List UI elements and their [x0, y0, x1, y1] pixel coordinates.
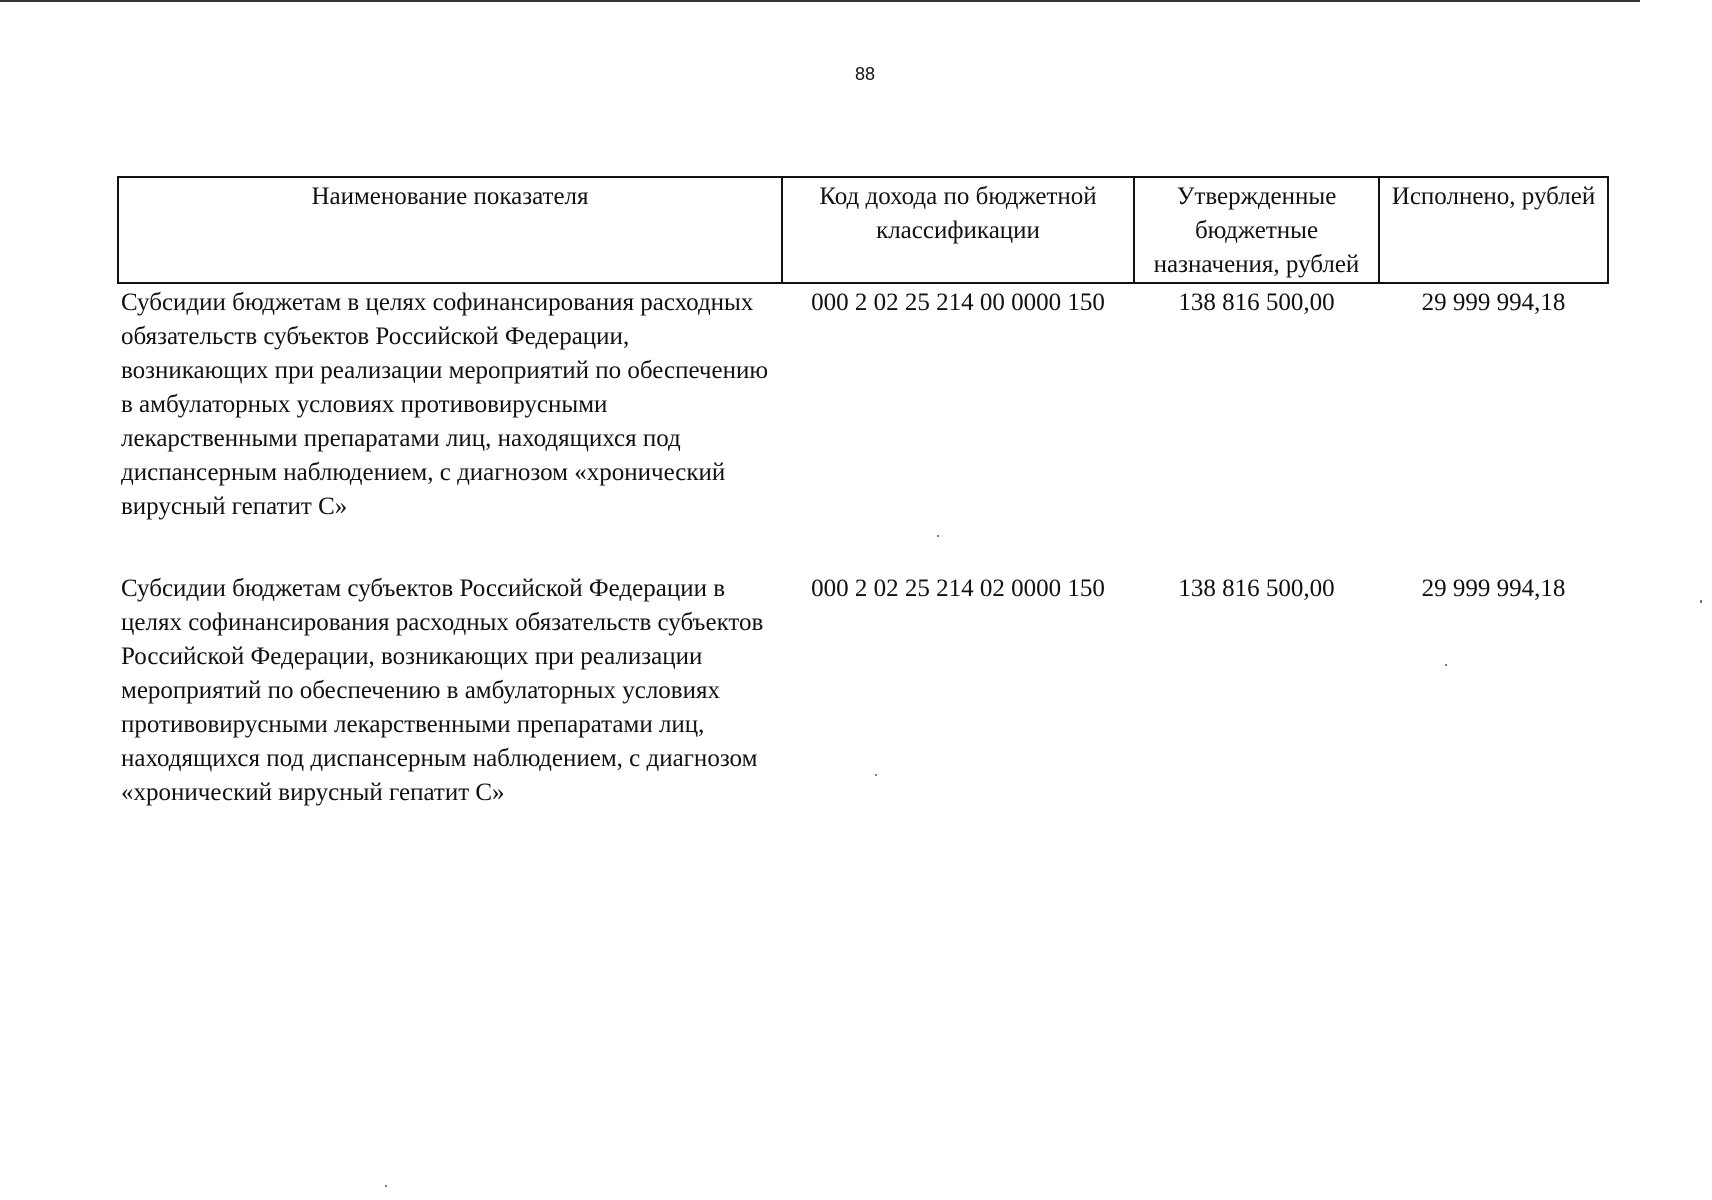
- table-row: [118, 283, 1608, 570]
- table-body: [118, 283, 1608, 810]
- scan-speck: [1445, 664, 1447, 666]
- income-code-cell: 000 2 02 25 214 02 0000 150: [811, 575, 1105, 602]
- executed-amount-cell: 29 999 994,18: [1421, 289, 1566, 316]
- approved-amount-cell: 138 816 500,00: [1178, 575, 1335, 602]
- indicator-name-cell: Субсидии бюджетам субъектов Российской Федерации в целях софинансирования расходных обязательств субъектов Российской Федерации, возникающих при реализации мероприятий по обеспечению в амбулаторных условиях противовирусными лекарственными препаратами лиц, находящихся под диспансерным наблюдением, с диагнозом «хронический вирусный гепатит С»: [121, 575, 764, 806]
- header-row: [118, 177, 1608, 283]
- approved-amount-cell: 138 816 500,00: [1178, 289, 1335, 316]
- header-indicator-name: Наименование показателя: [118, 177, 782, 283]
- executed-amount-cell: 29 999 994,18: [1421, 575, 1566, 602]
- header-income-code: Код дохода по бюджетной классификации: [782, 177, 1134, 283]
- budget-table: [117, 176, 1609, 810]
- header-approved-amount: Утвержденные бюджетные назначения, рублей: [1134, 177, 1379, 283]
- page-number: 88: [854, 64, 876, 84]
- income-code-cell: 000 2 02 25 214 00 0000 150: [811, 289, 1105, 316]
- scan-speck: [937, 535, 939, 537]
- table-header: [118, 177, 1608, 283]
- indicator-name-cell: Субсидии бюджетам в целях софинансирования расходных обязательств субъектов Российской Федерации, возникающих при реализации мероприятий по обеспечению в амбулаторных условиях противовирусными лекарственными препаратами лиц, находящихся под диспансерным наблюдением, с диагнозом «хронический вирусный гепатит С»: [121, 289, 769, 520]
- scan-speck: [1700, 600, 1702, 603]
- table-row: [118, 570, 1608, 810]
- header-executed-amount: Исполнено, рублей: [1379, 177, 1608, 283]
- top-border-line: [0, 0, 1640, 2]
- scan-speck: [875, 774, 877, 776]
- scan-speck: [385, 1185, 387, 1187]
